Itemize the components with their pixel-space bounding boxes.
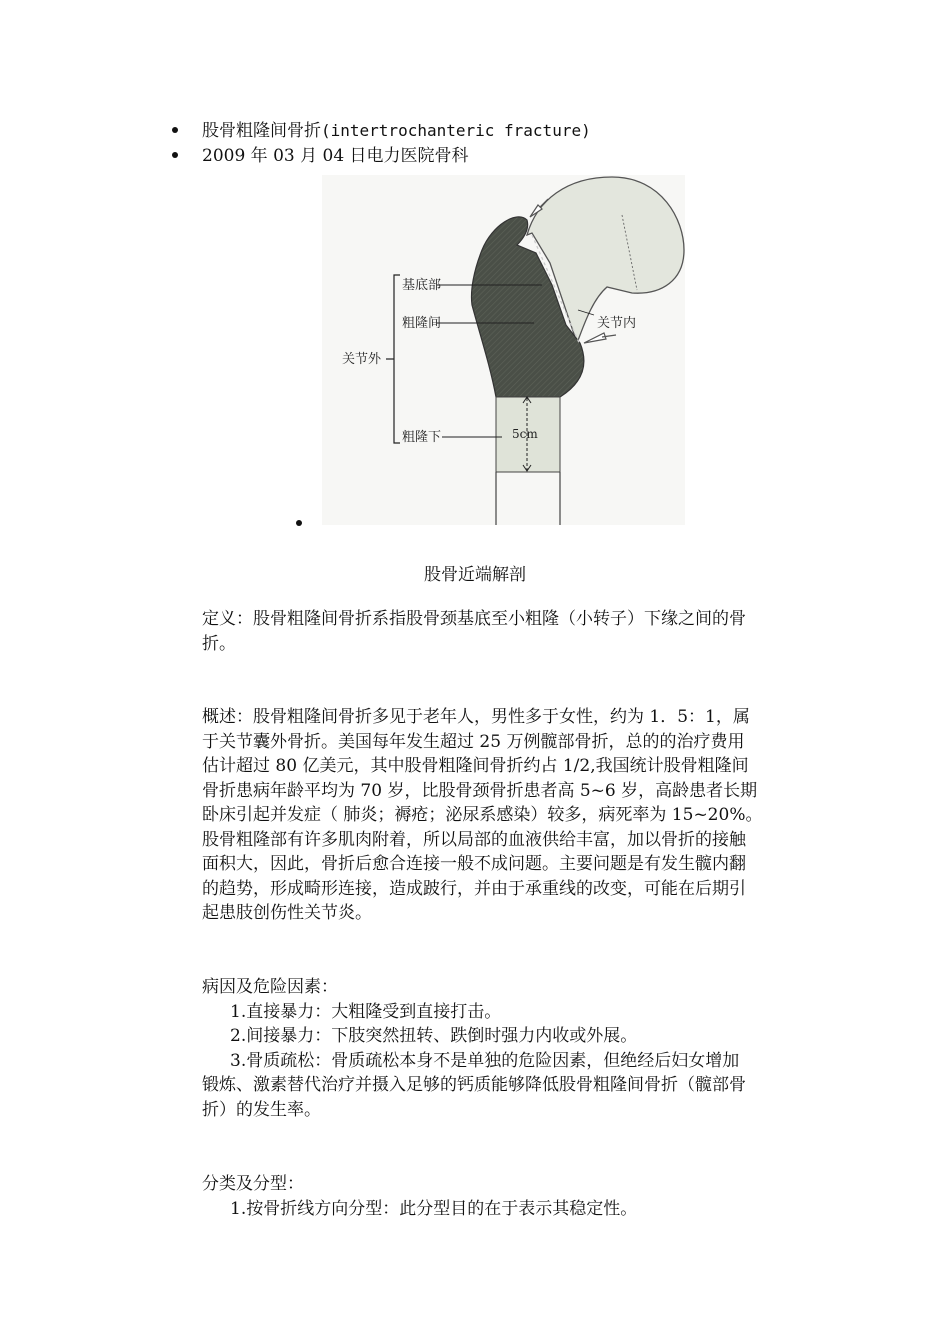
title-chinese: 股骨粗隆间骨折	[202, 121, 321, 141]
classification-item: 1.按骨折线方向分型：此分型目的在于表示其稳定性。	[230, 1198, 638, 1219]
date-bullet: 2009 年 03 月 04 日电力医院骨科	[202, 146, 469, 166]
title-english: (intertrochanteric fracture)	[321, 121, 591, 140]
etiology-title: 病因及危险因素：	[202, 977, 338, 997]
label-inter: 粗隆间	[402, 316, 442, 331]
definition-line: 折。	[202, 633, 236, 654]
label-extra: 关节外	[342, 352, 382, 367]
overview-line: 骨折患病年龄平均为 70 岁，比股骨颈骨折患者高 5~6 岁，高龄患者长期	[202, 780, 758, 801]
etiology-continuation: 折）的发生率。	[202, 1099, 321, 1120]
etiology-section	[202, 975, 812, 1122]
bullet-dot	[296, 520, 302, 526]
label-sub: 粗隆下	[402, 430, 442, 445]
definition-paragraph	[202, 607, 812, 656]
etiology-item: 2.间接暴力：下肢突然扭转、跌倒时强力内收或外展。	[230, 1026, 638, 1046]
classification-title: 分类及分型：	[202, 1174, 304, 1194]
etiology-item: 3.骨质疏松：骨质疏松本身不是单独的危险因素，但绝经后妇女增加	[230, 1050, 740, 1071]
label-distance: 5cm	[512, 427, 538, 441]
overview-line: 的趋势，形成畸形连接，造成跛行，并由于承重线的改变，可能在后期引	[202, 878, 746, 899]
overview-line: 面积大，因此，骨折后愈合连接一般不成问题。主要问题是有发生髋内翻	[202, 854, 746, 874]
etiology-item: 1.直接暴力：大粗隆受到直接打击。	[230, 1001, 502, 1022]
title-bullet	[202, 116, 591, 141]
overview-paragraph	[202, 705, 812, 926]
definition-line: 定义：股骨粗隆间骨折系指股骨颈基底至小粗隆（小转子）下缘之间的骨	[202, 609, 746, 629]
overview-line: 起患肢创伤性关节炎。	[202, 903, 372, 923]
figure-caption: 股骨近端解剖	[424, 565, 526, 585]
overview-line: 估计超过 80 亿美元，其中股骨粗隆间骨折约占 1/2,我国统计股骨粗隆间	[202, 756, 749, 776]
classification-section	[202, 1172, 812, 1221]
overview-line: 股骨粗隆部有许多肌肉附着，所以局部的血液供给丰富，加以骨折的接触	[202, 829, 746, 850]
label-base: 基底部	[402, 278, 442, 293]
etiology-continuation: 锻炼、激素替代治疗并摄入足够的钙质能够降低股骨粗隆间骨折（髋部骨	[202, 1075, 746, 1095]
bullet-dot	[172, 127, 178, 133]
overview-line: 于关节囊外骨折。美国每年发生超过 25 万例髋部骨折，总的的治疗费用	[202, 731, 745, 752]
label-intra: 关节内	[597, 316, 637, 331]
overview-line: 概述：股骨粗隆间骨折多见于老年人，男性多于女性，约为 1．5：1，属	[202, 707, 750, 727]
bullet-dot	[172, 152, 178, 158]
overview-line: 卧床引起并发症（ 肺炎；褥疮；泌尿系感染）较多，病死率为 15~20%。	[202, 805, 763, 825]
femur-anatomy-figure	[322, 175, 685, 525]
